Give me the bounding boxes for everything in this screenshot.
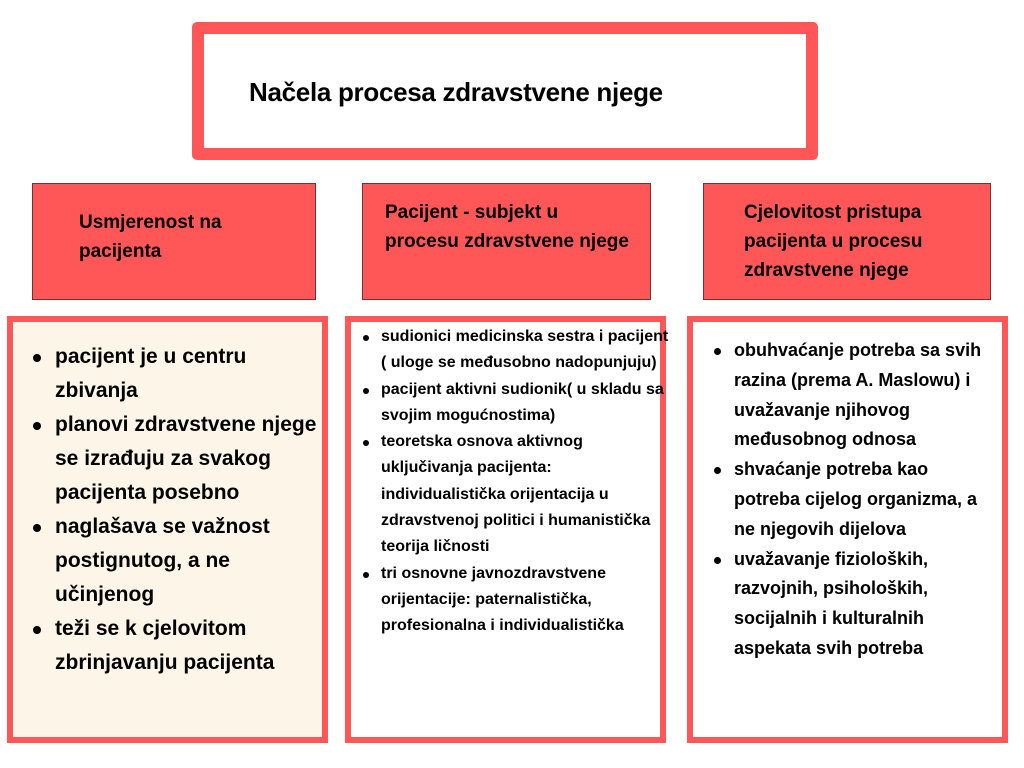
list-item: obuhvaćanje potreba sa svih razina (prema A. Maslowu) i uvažavanje njihovog međusobnog odnosa xyxy=(734,336,984,455)
heading-text: Usmjerenost na pacijenta xyxy=(79,212,222,262)
list-item: uvažavanje fizioloških, razvojnih, psiholoških, socijalnih i kulturalnih aspekata svih potreba xyxy=(734,545,984,664)
bullet-list xyxy=(693,322,1002,664)
heading-box-holistic-approach xyxy=(703,183,991,300)
content-box-patient-orientation xyxy=(7,316,328,743)
list-item: shvaćanje potreba kao potreba cijelog organizma, a ne njegovih dijelova xyxy=(734,455,984,544)
title-box xyxy=(192,22,818,160)
list-item: pacijent je u centru zbivanja xyxy=(55,340,325,408)
content-box-holistic-approach xyxy=(687,316,1008,743)
list-item: planovi zdravstvene njege se izrađuju za svakog pacijenta posebno xyxy=(55,408,325,510)
heading-box-patient-orientation xyxy=(32,183,316,300)
heading-box-patient-subject xyxy=(362,183,651,300)
diagram-title: Načela procesa zdravstvene njege xyxy=(249,76,663,107)
list-item: teži se k cjelovitom zbrinjavanju pacijenta xyxy=(55,612,325,680)
list-item: teoretska osnova aktivnog uključivanja pacijenta: individualistička orijentacija u zdravstvenoj politici i humanistička teorija ličnosti xyxy=(381,429,671,560)
list-item: pacijent aktivni sudionik( u skladu sa svojim mogućnostima) xyxy=(381,377,671,430)
list-item: naglašava se važnost postignutog, a ne učinjenog xyxy=(55,510,325,612)
content-box-patient-subject xyxy=(345,316,669,743)
bullet-list xyxy=(13,322,322,680)
list-item: tri osnovne javnozdravstvene orijentacije: paternalistička, profesionalna i individualistička xyxy=(381,561,671,640)
heading-text: Pacijent - subjekt u procesu zdravstvene njege xyxy=(385,202,629,252)
bullet-list xyxy=(351,322,669,640)
heading-text: Cjelovitost pristupa pacijenta u procesu zdravstvene njege xyxy=(744,202,923,281)
list-item: sudionici medicinska sestra i pacijent ( uloge se međusobno nadopunjuju) xyxy=(381,324,671,377)
